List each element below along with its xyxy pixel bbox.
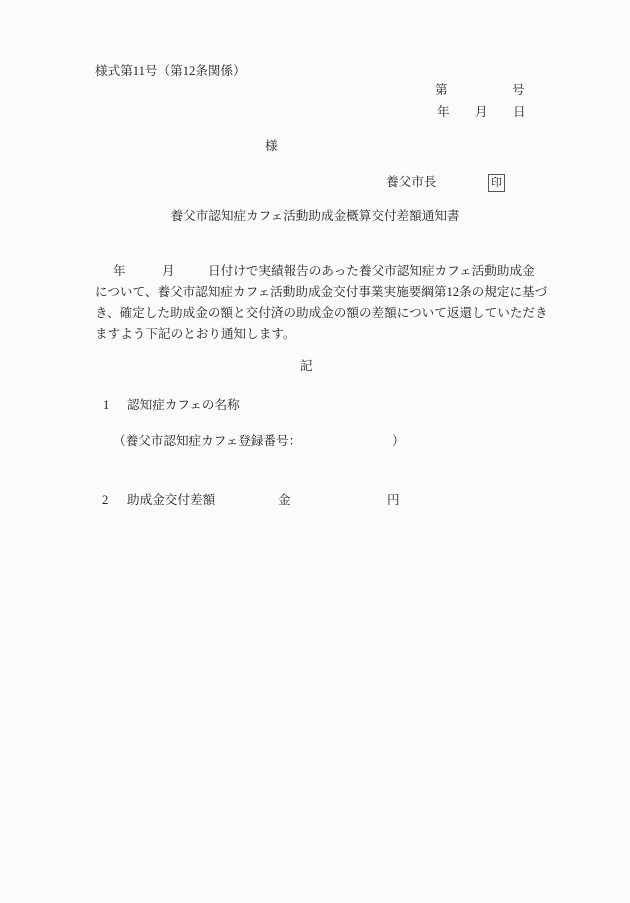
body-blank-year: 年 [113,264,126,278]
item-2-amount-suffix: 円 [387,493,400,507]
body-line-3: き、確定した助成金の額と交付済の助成金の額の差額について返還していただき [95,306,548,320]
date-day-label: 日 [513,105,526,119]
body-line-1: 日付けで実績報告のあった養父市認知症カフェ活動助成金 [208,264,535,278]
item-1-registration-note: （養父市認知症カフェ登録番号： [113,434,302,448]
item-2-amount-prefix: 金 [278,493,291,507]
form-number: 様式第11号（第12条関係） [95,64,246,78]
date-month-label: 月 [475,105,488,119]
doc-number-prefix: 第 [435,83,448,97]
addressee-honorific: 様 [265,139,278,153]
section-marker: 記 [300,359,313,373]
item-2-number: 2 [102,493,109,507]
doc-number-suffix: 号 [512,83,525,97]
item-2-label: 助成金交付差額 [127,493,216,507]
item-1-number: 1 [103,398,110,412]
seal-label: 印 [491,176,502,189]
item-1-registration-note-close: ） [392,434,405,448]
sender-name: 養父市長 [386,175,437,189]
date-year-label: 年 [437,105,450,119]
body-blank-month: 月 [162,264,175,278]
body-line-4: ますよう下記のとおり通知します。 [95,327,296,341]
seal-placeholder [488,174,505,192]
body-line-2: について、養父市認知症カフェ活動助成金交付事業実施要綱第12条の規定に基づ [95,285,548,299]
item-1-label: 認知症カフェの名称 [127,398,240,412]
document-title: 養父市認知症カフェ活動助成金概算交付差額通知書 [170,209,460,223]
